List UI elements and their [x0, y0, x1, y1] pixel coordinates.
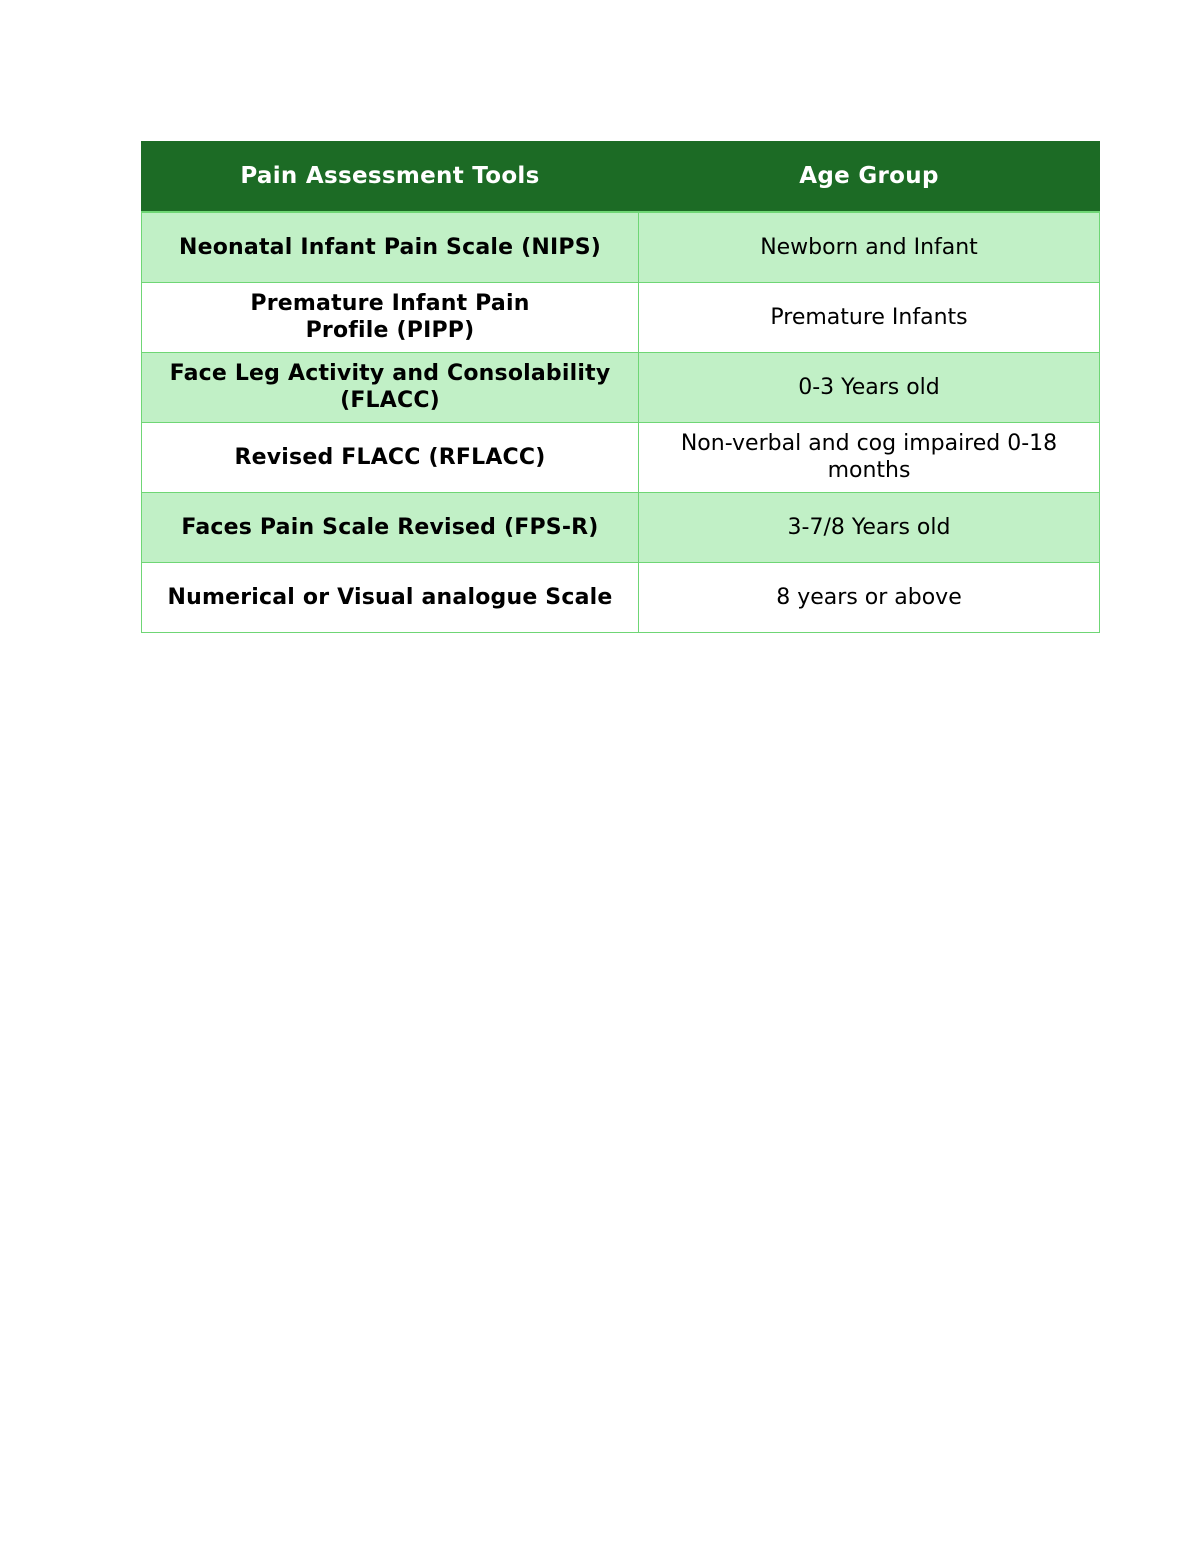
age-group-cell: 0-3 Years old: [639, 352, 1100, 422]
age-group-cell: 3-7/8 Years old: [639, 492, 1100, 562]
age-group-cell: Newborn and Infant: [639, 212, 1100, 282]
table-row: [142, 492, 1100, 562]
tool-cell: Faces Pain Scale Revised (FPS-R): [142, 492, 639, 562]
age-group-cell: Premature Infants: [639, 282, 1100, 352]
table-row: [142, 352, 1100, 422]
table-row: [142, 562, 1100, 632]
table-header-row: [142, 141, 1100, 212]
age-group-cell: Non-verbal and cog impaired 0-18 months: [639, 422, 1100, 492]
table-row: [142, 282, 1100, 352]
age-group-cell: 8 years or above: [639, 562, 1100, 632]
tool-cell: Numerical or Visual analogue Scale: [142, 562, 639, 632]
column-header-age-group: Age Group: [639, 141, 1100, 212]
column-header-tools: Pain Assessment Tools: [142, 141, 639, 212]
table-row: [142, 212, 1100, 282]
tool-cell: Face Leg Activity and Consolability (FLACC): [142, 352, 639, 422]
table-row: [142, 422, 1100, 492]
tool-cell: Revised FLACC (RFLACC): [142, 422, 639, 492]
pain-assessment-table: [141, 141, 1100, 633]
tool-cell: Neonatal Infant Pain Scale (NIPS): [142, 212, 639, 282]
tool-cell: Premature Infant Pain Profile (PIPP): [142, 282, 639, 352]
